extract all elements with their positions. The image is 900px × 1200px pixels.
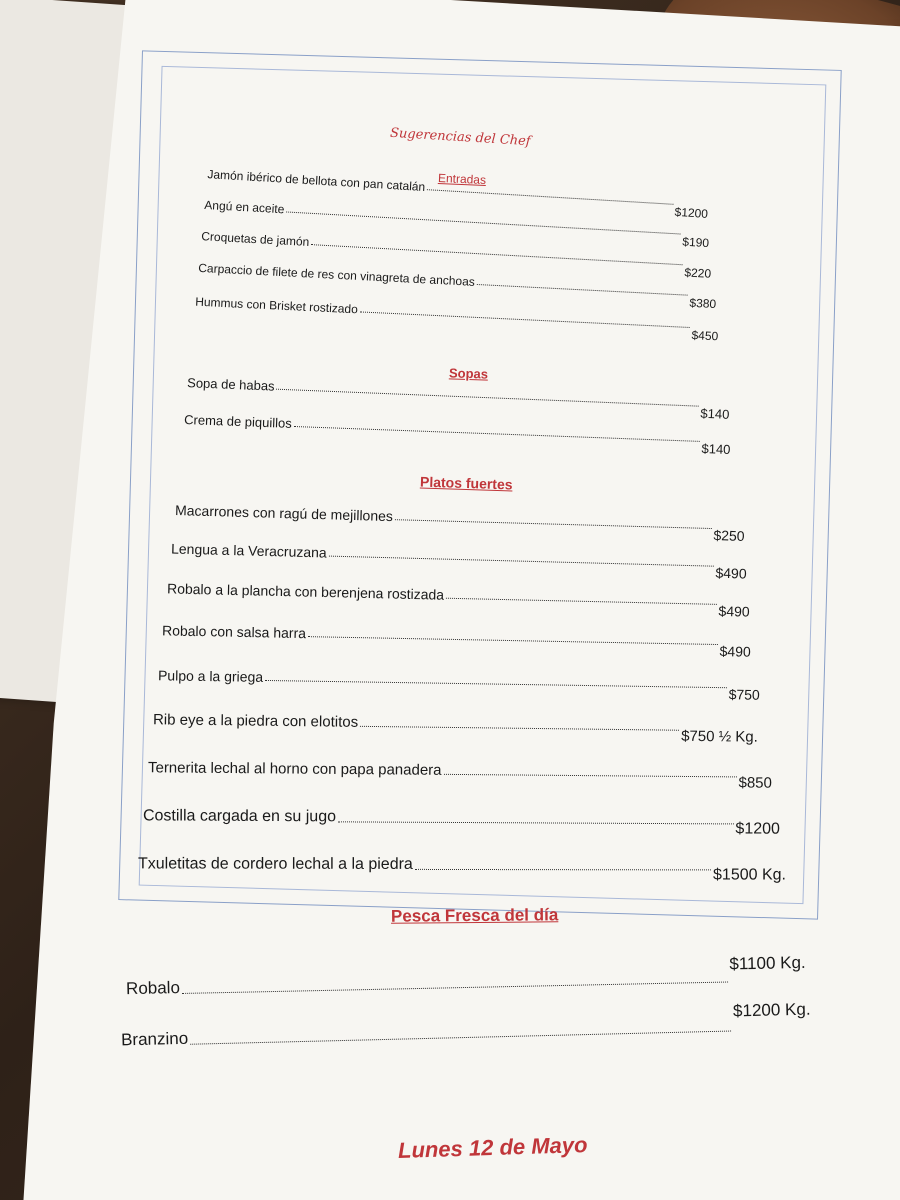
item-name: Costilla cargada en su jugo [142,807,337,826]
item-price: $140 [700,405,730,422]
leader-dots [444,774,737,778]
item-name: Carpaccio de filete de res con vinagreta de anchoas [197,260,476,289]
leader-dots [415,869,711,871]
item-name: Pulpo a la griega [157,667,264,685]
item-name: Sopa de habas [186,375,275,394]
menu-title: Sugerencias del Chef [389,125,532,150]
item-price: $750 ½ Kg. [681,727,758,746]
section-heading-sopas: Sopas [448,365,489,382]
item-price: $380 [689,295,717,312]
item-price: $490 [715,564,747,582]
item-name: Robalo a la plancha con berenjena rostizada [166,580,445,603]
item-price: $190 [681,234,710,251]
item-price: $220 [684,265,712,281]
item-price: $490 [719,643,751,660]
item-name: Crema de piquillos [183,411,293,431]
item-name: Lengua a la Veracruzana [170,540,327,561]
item-name: Macarrones con ragú de mejillones [174,502,394,525]
item-price: $490 [718,602,750,620]
item-name: Branzino [120,1028,189,1050]
menu-item [137,855,786,884]
item-price: $1100 Kg. [729,952,806,974]
item-name: Croquetas de jamón [200,229,310,250]
item-price: $250 [713,527,745,544]
item-name: Ternerita lechal al horno con papa panadera [147,759,442,779]
item-name: Hummus con Brisket rostizado [194,294,359,317]
item-name: Jamón ibérico de bellota con pan catalán [207,167,426,195]
item-price: $450 [691,328,719,344]
item-price: $750 [728,686,760,703]
item-price: $1200 [674,204,709,221]
item-name: Angú en aceite [204,197,285,217]
leader-dots [338,821,733,824]
menu-item [142,807,780,838]
section-heading-pesca-fresca: Pesca Fresca del día [390,905,559,926]
leader-dots [360,726,679,731]
menu-date: Lunes 12 de Mayo [397,1132,588,1163]
item-name: Rib eye a la piedra con elotitos [152,711,359,731]
item-price: $1200 Kg. [732,999,811,1021]
item-name: Txuletitas de cordero lechal a la piedra [137,855,413,873]
item-price: $140 [701,440,731,458]
item-price: $1500 Kg. [713,866,786,884]
section-heading-entradas: Entradas [437,170,487,188]
section-heading-platos-fuertes: Platos fuertes [419,473,513,493]
item-price: $850 [738,774,772,792]
item-price: $1200 [735,820,780,838]
item-name: Robalo [125,977,181,999]
item-name: Robalo con salsa harra [161,622,307,642]
